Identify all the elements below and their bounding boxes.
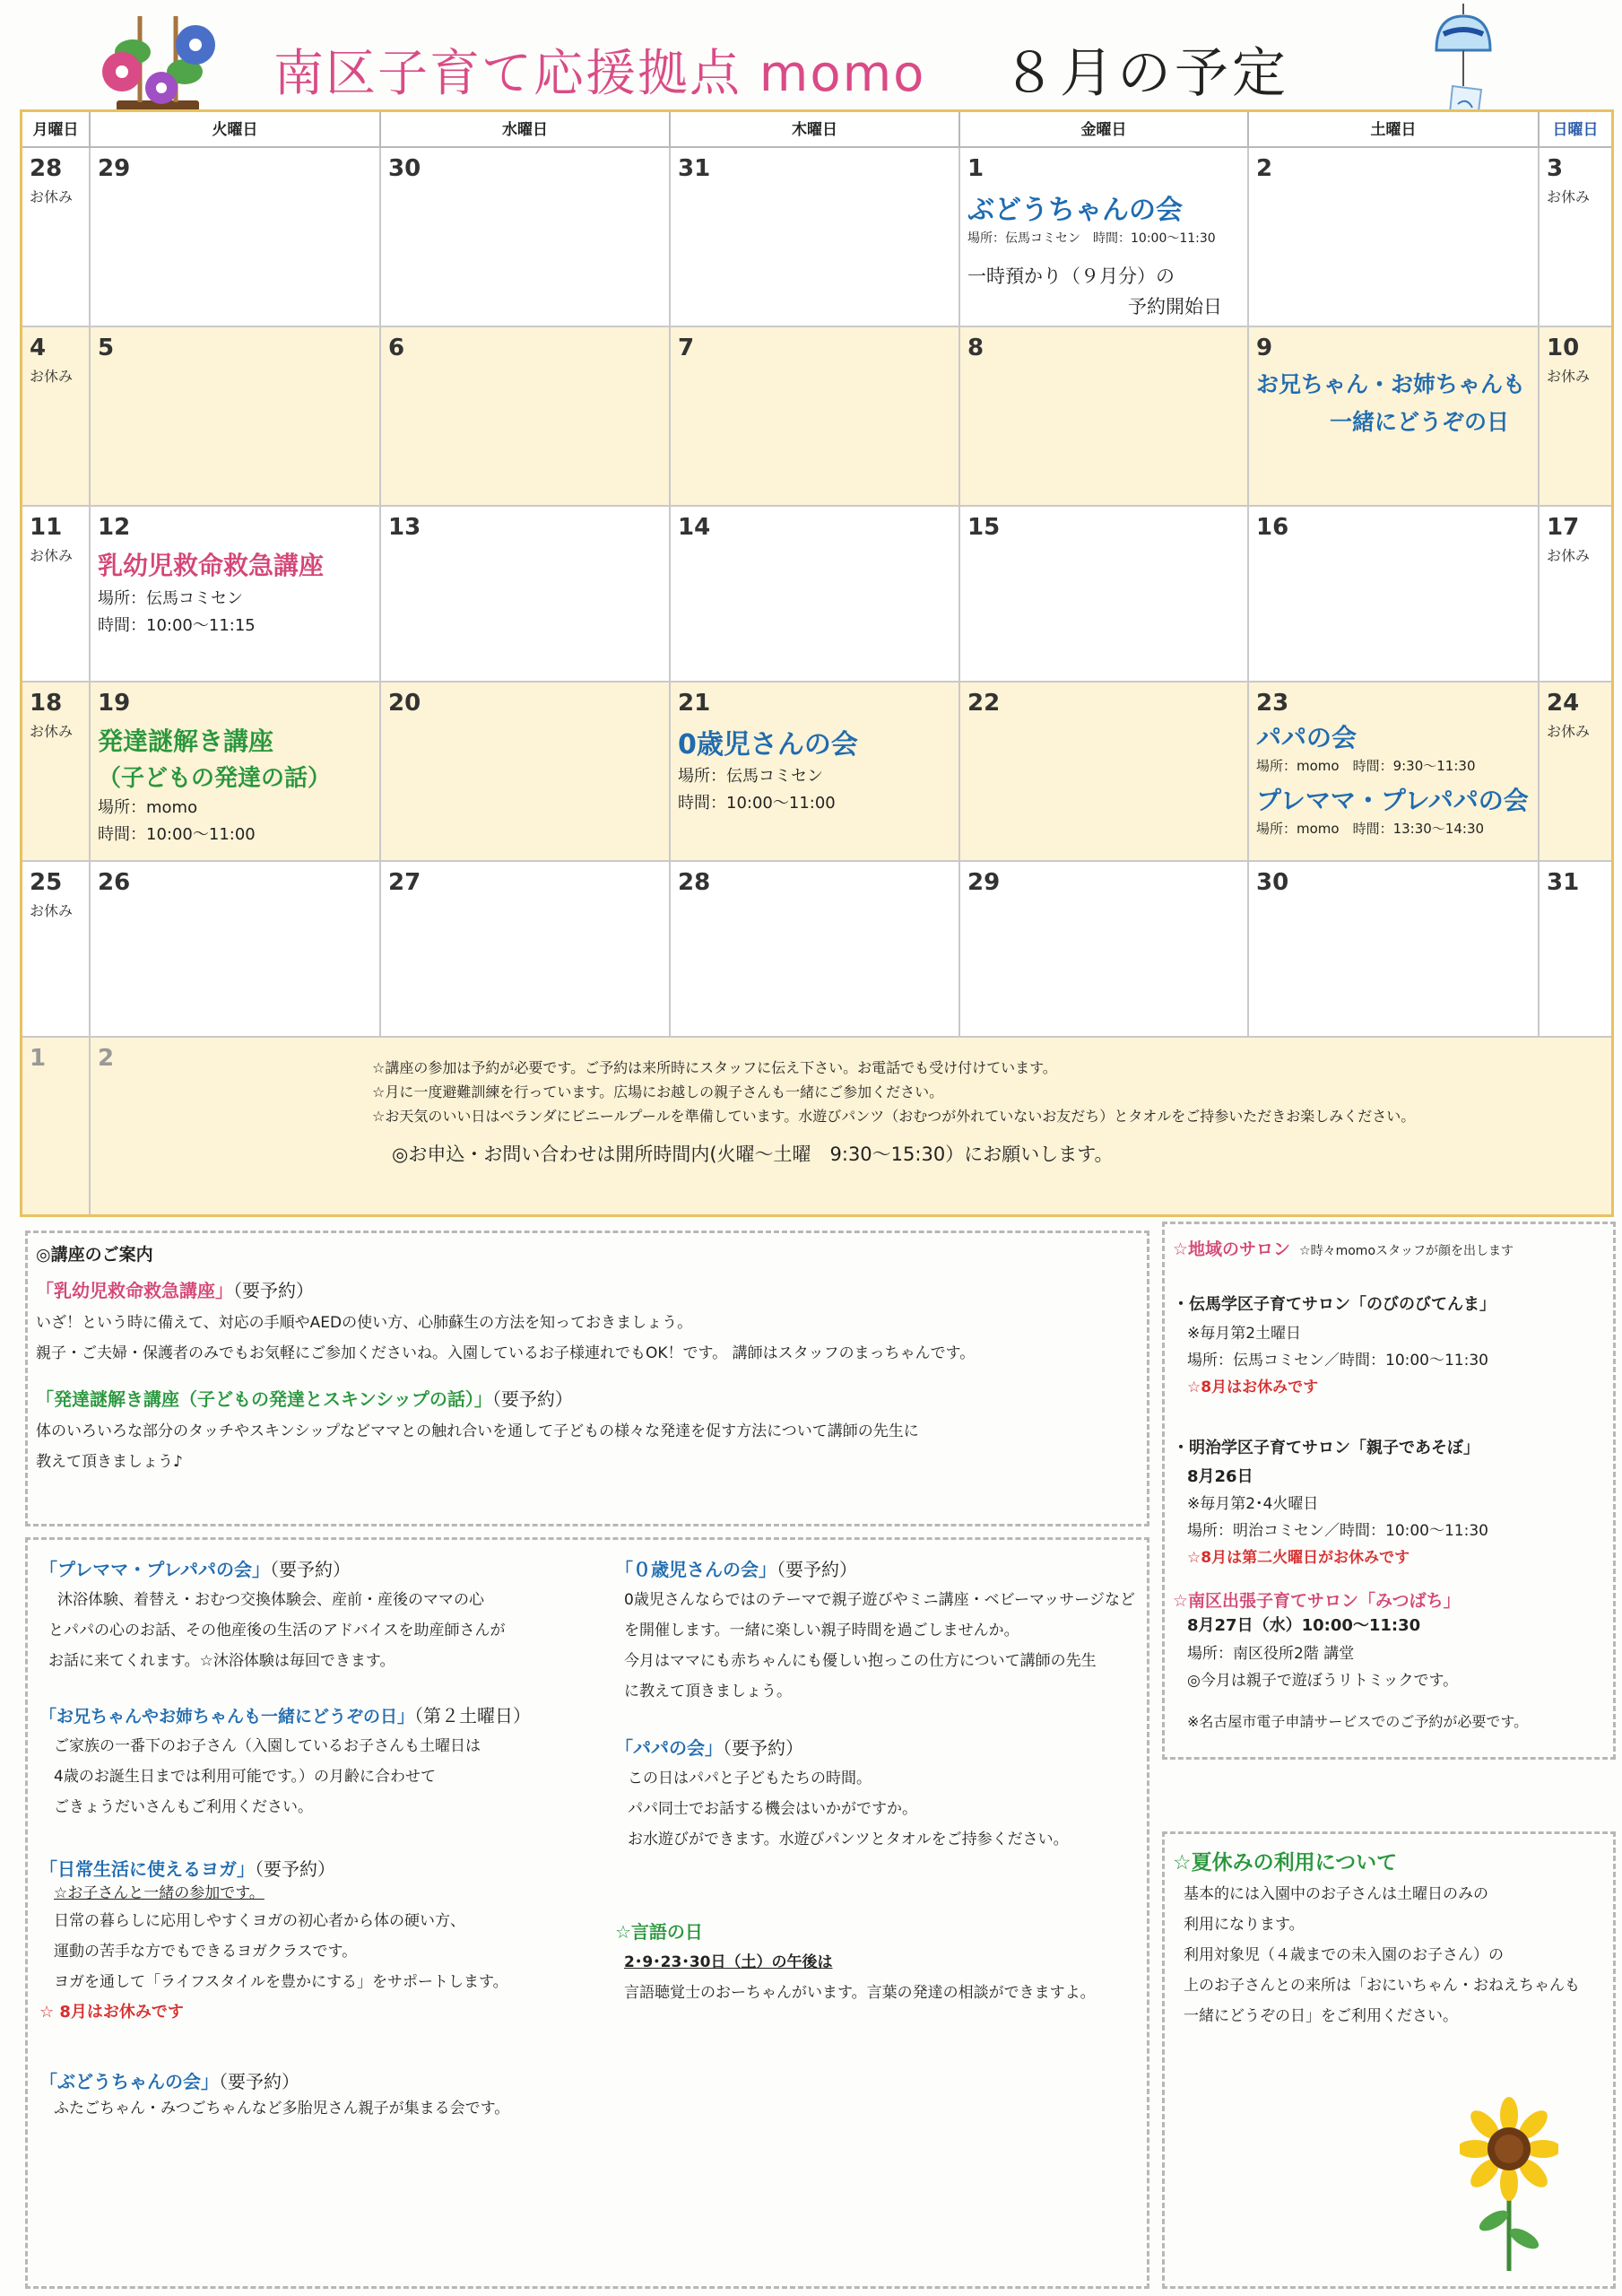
- event-note: 一時預かり（９月分）の: [967, 265, 1175, 287]
- program-req: （要予約）: [723, 1737, 803, 1759]
- day-number: 23: [1256, 690, 1289, 717]
- day-cell: [960, 327, 1249, 507]
- day-cell: [22, 683, 91, 862]
- day-number: 31: [1547, 869, 1580, 896]
- day-number: 11: [30, 514, 63, 541]
- salon-section: [1173, 1236, 1609, 1737]
- note-pool: ☆お天気のいい日はベランダにビニールプールを準備しています。水遊びパンツ（おむつが外れていないお友だち）とタオルをご持参いただきお楽しみください。: [372, 1108, 1416, 1125]
- day-cell: [960, 862, 1249, 1038]
- program-text: ☆お子さんと一緒の参加です。: [54, 1884, 265, 1902]
- day-number: 20: [388, 690, 421, 717]
- day-cell: [1540, 327, 1611, 507]
- event-note: 予約開始日: [1128, 296, 1222, 317]
- day-number: 26: [98, 869, 131, 896]
- salon-date: 8月26日: [1187, 1467, 1253, 1486]
- closed-label: お休み: [30, 547, 74, 564]
- day-cell: [91, 1038, 381, 1214]
- day-cell: [1540, 507, 1611, 683]
- program-note: ☆ 8月はお休みです: [39, 2003, 184, 2022]
- day-number: 30: [388, 155, 421, 182]
- day-number: 9: [1256, 335, 1273, 361]
- course-text: いざ！という時に備えて、対応の手順やAEDの使い方、心肺蘇生の方法を知っておきましょう。: [36, 1314, 693, 1332]
- day-cell: [91, 862, 381, 1038]
- event-title: 一緒にどうぞの日: [1329, 409, 1509, 435]
- day-cell: [91, 148, 381, 327]
- day-cell: [1249, 862, 1540, 1038]
- weekday-mon: 月曜日: [22, 112, 91, 148]
- closed-label: お休み: [30, 368, 74, 385]
- day-number: 1: [967, 155, 984, 182]
- program-text: この日はパパと子どもたちの時間。: [628, 1770, 872, 1787]
- day-number: 1: [30, 1045, 47, 1072]
- day-number: 24: [1547, 690, 1580, 717]
- event-place: 場所：momo: [98, 798, 198, 817]
- program-text: に教えて頂きましょう。: [624, 1683, 792, 1700]
- event-time: 時間：10:00～11:15: [98, 616, 256, 635]
- program-text: パパ同士でお話する機会はいかがですか。: [628, 1800, 917, 1818]
- day-number: 31: [678, 155, 711, 182]
- day-cell: [1540, 148, 1611, 327]
- program-req: （要予約）: [219, 2071, 299, 2092]
- day-cell: [1249, 327, 1540, 507]
- summer-heading: ☆夏休みの利用について: [1173, 1851, 1398, 1874]
- salon-heading: ☆地域のサロン: [1173, 1239, 1291, 1259]
- day-cell: [1540, 683, 1611, 862]
- calendar-notes: [372, 1056, 1538, 1167]
- event-place: 場所：伝馬コミセン: [678, 767, 823, 786]
- day-number: 29: [98, 155, 131, 182]
- program-text: を開催します。一緒に楽しい親子時間を過ごしませんか。: [624, 1622, 1019, 1639]
- note-drill: ☆月に一度避難訓練を行っています。広場にお越しの親子さんも一緒にご参加ください。: [372, 1083, 944, 1100]
- weekday-wed: 水曜日: [381, 112, 671, 148]
- program-text: ふたごちゃん・みつごちゃんなど多胎児さん親子が集まる会です。: [54, 2100, 510, 2118]
- program-text: 沐浴体験、着替え・おむつ交換体験会、産前・産後のママの心: [57, 1591, 484, 1609]
- day-cell: [22, 1038, 91, 1214]
- closed-label: お休み: [30, 723, 74, 740]
- day-number: 17: [1547, 514, 1580, 541]
- closed-label: お休み: [1547, 723, 1591, 740]
- programs-left: [39, 1555, 613, 2124]
- program-text: お水遊びができます。水遊びパンツとタオルをご持参ください。: [628, 1831, 1069, 1848]
- course-text: 教えて頂きましょう♪: [36, 1453, 183, 1471]
- week-row-4: [22, 683, 1611, 862]
- salon-date: 8月27日（水）10:00～11:30: [1187, 1616, 1421, 1635]
- day-number: 30: [1256, 869, 1289, 896]
- note-reservation: ☆講座の参加は予約が必要です。ご予約は来所時にスタッフに伝え下さい。お電話でも受け付けています。: [372, 1059, 1057, 1076]
- week-row-3: [22, 507, 1611, 683]
- day-number: 12: [98, 514, 131, 541]
- day-cell: [22, 148, 91, 327]
- summer-text: 利用になります。: [1184, 1916, 1305, 1934]
- day-number: 3: [1547, 155, 1564, 182]
- program-label: 「日常生活に使えるヨガ」: [39, 1858, 255, 1880]
- day-cell: [671, 862, 960, 1038]
- day-cell: [1540, 862, 1611, 1038]
- program-label: 「パパの会」: [615, 1737, 723, 1759]
- day-number: 16: [1256, 514, 1289, 541]
- program-label: 「お兄ちゃんやお姉ちゃんも一緒にどうぞの日」: [39, 1707, 415, 1726]
- salon-note: ☆8月はお休みです: [1187, 1378, 1319, 1396]
- day-number: 15: [967, 514, 1001, 541]
- day-number: 21: [678, 690, 711, 717]
- day-number: 22: [967, 690, 1001, 717]
- summer-text: 一緒にどうぞの日」をご利用ください。: [1184, 2007, 1458, 2025]
- summer-text: 基本的には入園中のお子さんは土曜日のみの: [1184, 1885, 1488, 1903]
- day-cell: [671, 327, 960, 507]
- salon-heading-note: ☆時々momoスタッフが顔を出します: [1299, 1244, 1514, 1258]
- closed-label: お休み: [30, 902, 74, 919]
- sunflower-icon: [1460, 2095, 1558, 2274]
- day-number: 4: [30, 335, 47, 361]
- week-row-1: [22, 148, 1611, 327]
- programs-middle: [615, 1555, 1144, 2008]
- course-req: （要予約）: [491, 1388, 573, 1410]
- salon-note: ※名古屋市電子申請サービスでのご予約が必要です。: [1187, 1713, 1529, 1730]
- day-cell: [381, 507, 671, 683]
- calendar: [20, 109, 1614, 1217]
- summer-section: [1173, 1846, 1609, 2031]
- day-number: 27: [388, 869, 421, 896]
- day-number: 28: [30, 155, 63, 182]
- summer-text: 利用対象児（４歳までの未入園のお子さん）の: [1184, 1946, 1504, 1964]
- day-cell: [381, 862, 671, 1038]
- program-label: 「プレママ・プレパパの会」: [39, 1559, 270, 1580]
- program-req: （要予約）: [270, 1559, 351, 1580]
- day-cell: [91, 683, 381, 862]
- salon-line: 場所：明治コミセン／時間：10:00～11:30: [1187, 1522, 1488, 1540]
- day-number: 25: [30, 869, 63, 896]
- day-cell: [960, 683, 1249, 862]
- summer-text: 上のお子さんとの来所は「おにいちゃん・おねえちゃんも: [1184, 1977, 1580, 1995]
- header: [0, 0, 1622, 108]
- day-cell: [960, 148, 1249, 327]
- program-text: とパパの心のお話、その他産後の生活のアドバイスを助産師さんが: [48, 1622, 506, 1639]
- day-number: 10: [1547, 335, 1580, 361]
- program-req: （要予約）: [255, 1858, 335, 1880]
- day-cell: [381, 327, 671, 507]
- day-cell: [1249, 683, 1540, 862]
- salon-title: ・伝馬学区子育てサロン「のびのびてんま」: [1173, 1295, 1496, 1314]
- courses-section: [36, 1241, 1139, 1477]
- day-cell: [22, 862, 91, 1038]
- program-text: 日常の暮らしに応用しやすくヨガの初心者から体の硬い方、: [54, 1912, 465, 1930]
- event-title: （子どもの発達の話）: [98, 765, 332, 792]
- program-text: ヨガを通して「ライフスタイルを豊かにする」をサポートします。: [54, 1973, 508, 1991]
- course-label: 「発達謎解き講座（子どもの発達とスキンシップの話）」: [36, 1388, 492, 1410]
- salon-line: ※毎月第2土曜日: [1187, 1325, 1302, 1343]
- weekday-fri: 金曜日: [960, 112, 1249, 148]
- page-subtitle: ８月の予定: [1002, 42, 1289, 105]
- salon-note: ☆8月は第二火曜日がお休みです: [1187, 1549, 1410, 1567]
- day-number: 28: [678, 869, 711, 896]
- event-title: パパの会: [1256, 723, 1357, 752]
- program-req: （第２土曜日）: [414, 1705, 532, 1726]
- event-title: 0歳児さんの会: [678, 729, 858, 761]
- salon-line: 場所：南区役所2階 講堂: [1187, 1645, 1355, 1663]
- event-meta: 場所：momo 時間：13:30～14:30: [1256, 821, 1485, 837]
- salon-line: ※毎月第2･4火曜日: [1187, 1495, 1319, 1513]
- week-row-5: [22, 862, 1611, 1038]
- program-text: ごきょうだいさんもご利用ください。: [54, 1798, 313, 1816]
- day-number: 18: [30, 690, 63, 717]
- day-number: 19: [98, 690, 131, 717]
- program-req: （要予約）: [776, 1559, 857, 1580]
- course-text: 親子・ご夫婦・保護者のみでもお気軽にご参加くださいね。入園しているお子様連れでもOK！です。 講師はスタッフのまっちゃんです。: [36, 1344, 976, 1362]
- weekday-header: [22, 112, 1611, 148]
- program-text: 2･9･23･30日（土）の午後は: [624, 1953, 833, 1971]
- weekday-thu: 木曜日: [671, 112, 960, 148]
- event-title: ぶどうちゃんの会: [967, 195, 1183, 226]
- day-cell: [1249, 507, 1540, 683]
- closed-label: お休み: [1547, 547, 1591, 564]
- day-cell: [22, 327, 91, 507]
- day-number: 13: [388, 514, 421, 541]
- course-label: 「乳幼児救命救急講座」: [36, 1280, 233, 1301]
- day-cell: [1249, 148, 1540, 327]
- day-cell: [381, 683, 671, 862]
- week-row-2: [22, 327, 1611, 507]
- weekday-sun: 日曜日: [1540, 112, 1611, 148]
- day-number: 8: [967, 335, 984, 361]
- event-time: 時間：10:00～11:00: [98, 825, 256, 844]
- closed-label: お休み: [1547, 368, 1591, 385]
- event-title: 乳幼児救命救急講座: [98, 551, 325, 580]
- day-cell: [91, 507, 381, 683]
- event-title: プレママ・プレパパの会: [1256, 786, 1529, 815]
- program-label: 「ぶどうちゃんの会」: [39, 2071, 219, 2092]
- day-cell: [960, 507, 1249, 683]
- day-cell: [671, 683, 960, 862]
- day-number: 5: [98, 335, 115, 361]
- day-cell: [91, 327, 381, 507]
- program-text: 0歳児さんならではのテーマで親子遊びやミニ講座・ベビーマッサージなど: [624, 1591, 1135, 1609]
- course-req: （要予約）: [233, 1280, 314, 1301]
- weekday-tue: 火曜日: [91, 112, 381, 148]
- event-place: 場所：伝馬コミセン: [98, 589, 243, 608]
- page-title: 南区子育て応援拠点 momo: [273, 45, 926, 103]
- event-meta: 場所：momo 時間：9:30～11:30: [1256, 758, 1476, 774]
- day-cell: [381, 148, 671, 327]
- program-text: 言語聴覚士のおーちゃんがいます。言葉の発達の相談ができますよ。: [624, 1984, 1096, 2002]
- day-cell: [671, 507, 960, 683]
- day-number: 14: [678, 514, 711, 541]
- event-time: 時間：10:00～11:00: [678, 794, 836, 813]
- salon-title: ☆南区出張子育てサロン「みつばち」: [1173, 1591, 1461, 1611]
- day-number: 29: [967, 869, 1001, 896]
- program-text: お話に来てくれます。☆沐浴体験は毎回できます。: [48, 1652, 395, 1670]
- day-cell: [671, 148, 960, 327]
- weekday-sat: 土曜日: [1249, 112, 1540, 148]
- day-cell: [22, 507, 91, 683]
- program-text: 運動の苦手な方でもできるヨガクラスです。: [54, 1943, 358, 1961]
- program-text: ご家族の一番下のお子さん（入園しているお子さんも土曜日は: [54, 1737, 481, 1755]
- closed-label: お休み: [30, 188, 74, 205]
- program-label: 「０歳児さんの会」: [615, 1559, 776, 1580]
- day-number: 2: [1256, 155, 1273, 182]
- program-text: 今月はママにも赤ちゃんにも優しい抱っこの仕方について講師の先生: [624, 1652, 1097, 1670]
- salon-line: ◎今月は親子で遊ぼうリトミックです。: [1187, 1672, 1459, 1690]
- closed-label: お休み: [1547, 188, 1591, 205]
- event-title: 発達謎解き講座: [98, 726, 274, 756]
- program-label: ☆言語の日: [615, 1921, 703, 1943]
- salon-title: ・明治学区子育てサロン「親子であそぼ」: [1173, 1439, 1479, 1457]
- contact-note: ◎お申込・お問い合わせは開所時間内(火曜～土曜 9:30～15:30）にお願いします。: [392, 1144, 1114, 1165]
- day-number: 2: [98, 1045, 115, 1072]
- program-text: 4歳のお誕生日までは利用可能です。）の月齢に合わせて: [54, 1768, 436, 1786]
- day-number: 6: [388, 335, 405, 361]
- courses-heading: ◎講座のご案内: [36, 1245, 153, 1265]
- course-text: 体のいろいろな部分のタッチやスキンシップなどママとの触れ合いを通して子どもの様々な発達を促す方法について講師の先生に: [36, 1422, 919, 1440]
- day-number: 7: [678, 335, 695, 361]
- salon-line: 場所：伝馬コミセン／時間：10:00～11:30: [1187, 1352, 1488, 1370]
- event-meta: 場所：伝馬コミセン 時間：10:00～11:30: [967, 231, 1216, 246]
- event-title: お兄ちゃん・お姉ちゃんも: [1256, 371, 1526, 397]
